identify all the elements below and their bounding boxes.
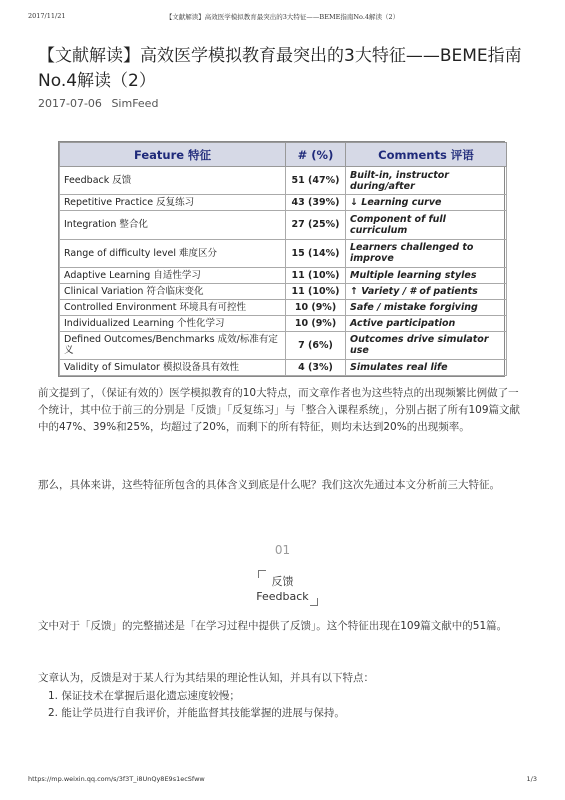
print-header xyxy=(28,12,537,24)
table-cell: Multiple learning styles xyxy=(346,268,507,284)
table-header: # (%) xyxy=(286,143,346,167)
section-number: 01 xyxy=(274,543,291,557)
table-row xyxy=(60,331,507,359)
table-cell: Controlled Environment 环境具有可控性 xyxy=(60,299,286,315)
paragraph-intro: 前文提到了，（保证有效的）医学模拟教育的10大特点，而文章作者也为这些特点的出现频繁比例做了一个统计，其中位于前三的分别是「反馈」「反复练习」与「整合入课程系统」，分别占据了所有109篇文献中的47%、39%和25%，均超过了20%，而剩下的所有特征，则均未达到20%的出现频率。 xyxy=(38,387,521,433)
print-date: 2017/11/21 xyxy=(28,12,66,20)
print-title: 【文献解读】高效医学模拟教育最突出的3大特征——BEME指南No.4解读（2） xyxy=(165,13,400,21)
table-cell: Range of difficulty level 难度区分 xyxy=(60,239,286,267)
table-cell: 43 (39%) xyxy=(286,195,346,211)
table-cell: 4 (3%) xyxy=(286,360,346,376)
article-author[interactable]: SimFeed xyxy=(111,97,159,110)
feature-table xyxy=(59,142,507,376)
table-cell: Learners challenged to improve xyxy=(346,239,507,267)
table-cell: Defined Outcomes/Benchmarks 成效/标准有定义 xyxy=(60,331,286,359)
table-cell: Outcomes drive simulator use xyxy=(346,331,507,359)
table-header-row xyxy=(60,143,507,167)
table-header: Feature 特征 xyxy=(60,143,286,167)
table-row xyxy=(60,239,507,267)
article-date: 2017-07-06 xyxy=(38,97,102,110)
table-cell: Component of full curriculum xyxy=(346,211,507,239)
table-cell: Adaptive Learning 自适性学习 xyxy=(60,268,286,284)
table-row xyxy=(60,167,507,195)
table-cell: ↓ Learning curve xyxy=(346,195,507,211)
section-title-cn: 反馈 xyxy=(271,575,294,588)
table-cell: 51 (47%) xyxy=(286,167,346,195)
table-cell: Built-in, instructor during/after xyxy=(346,167,507,195)
print-url: https://mp.weixin.qq.com/s/3f3T_i8UnQy8E9s1ecSfww xyxy=(28,775,205,783)
table-cell: Clinical Variation 符合临床变化 xyxy=(60,283,286,299)
table-cell: 11 (10%) xyxy=(286,268,346,284)
list-item: 2. 能让学员进行自我评价，并能监督其技能掌握的进展与保持。 xyxy=(48,707,345,719)
section-title-en: Feedback xyxy=(256,590,309,603)
table-cell: 15 (14%) xyxy=(286,239,346,267)
table-row xyxy=(60,268,507,284)
table-cell: 7 (6%) xyxy=(286,331,346,359)
table-header: Comments 评语 xyxy=(346,143,507,167)
table-cell: Repetitive Practice 反复练习 xyxy=(60,195,286,211)
table-row xyxy=(60,211,507,239)
paragraph-feedback-definition: 文中对于「反馈」的完整描述是「在学习过程中提供了反馈」。这个特征出现在109篇文献中的51篇。 xyxy=(38,620,508,632)
print-page-number: 1/3 xyxy=(526,775,537,783)
table-cell: Feedback 反馈 xyxy=(60,167,286,195)
paragraph-feedback-traits: 文章认为，反馈是对于某人行为其结果的理论性认知，并具有以下特点： xyxy=(38,672,374,684)
table-cell: Validity of Simulator 模拟设备具有效性 xyxy=(60,360,286,376)
paragraph-question: 那么，具体来讲，这些特征所包含的具体含义到底是什么呢？我们这次先通过本文分析前三大特征。 xyxy=(38,479,500,491)
table-cell: 10 (9%) xyxy=(286,299,346,315)
article-title: 【文献解读】高效医学模拟教育最突出的3大特征——BEME指南No.4解读（2） xyxy=(38,46,522,91)
table-row xyxy=(60,315,507,331)
table-cell: Simulates real life xyxy=(346,360,507,376)
table-cell: ↑ Variety / # of patients xyxy=(346,283,507,299)
table-cell: Safe / mistake forgiving xyxy=(346,299,507,315)
table-cell: 10 (9%) xyxy=(286,315,346,331)
article-meta xyxy=(38,97,164,110)
table-cell: 11 (10%) xyxy=(286,283,346,299)
table-cell: 27 (25%) xyxy=(286,211,346,239)
feedback-traits-list xyxy=(48,688,345,722)
table-row xyxy=(60,360,507,376)
print-footer xyxy=(28,775,537,785)
table-cell: Integration 整合化 xyxy=(60,211,286,239)
table-row xyxy=(60,283,507,299)
list-item: 1. 保证技术在掌握后退化遗忘速度较慢； xyxy=(48,690,240,702)
feature-table-image xyxy=(58,141,505,377)
table-cell: Active participation xyxy=(346,315,507,331)
table-cell: Individualized Learning 个性化学习 xyxy=(60,315,286,331)
table-row xyxy=(60,195,507,211)
table-row xyxy=(60,299,507,315)
